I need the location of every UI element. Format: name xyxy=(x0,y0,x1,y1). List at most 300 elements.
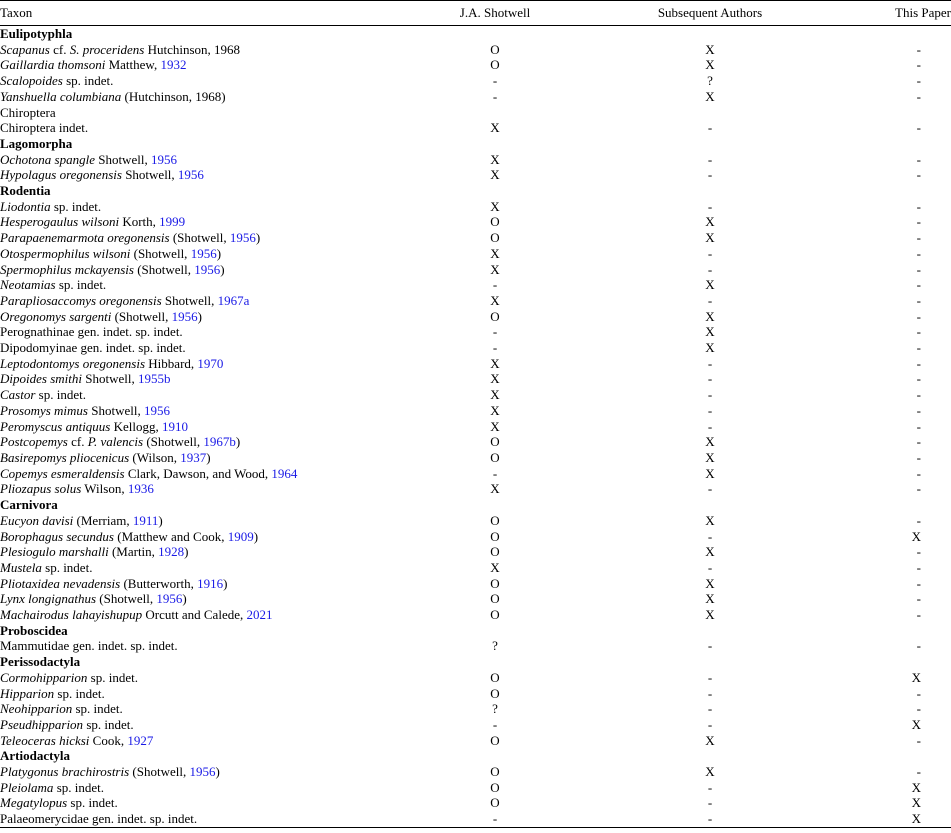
taxon-text: ) xyxy=(184,544,189,560)
taxon-cell xyxy=(0,57,430,73)
shotwell-cell: X xyxy=(490,120,500,136)
this-paper-cell: - xyxy=(916,559,921,575)
table-row xyxy=(0,686,951,702)
shotwell-cell xyxy=(430,497,560,513)
shotwell-cell xyxy=(430,105,560,121)
taxon-cell xyxy=(0,701,430,717)
citation-year-link[interactable]: 1956 xyxy=(229,230,256,246)
taxon-cell xyxy=(0,419,430,435)
taxon-text: (Matthew and Cook, xyxy=(114,528,228,544)
citation-year-link[interactable]: 1928 xyxy=(158,544,185,560)
shotwell-cell: ? xyxy=(492,638,498,654)
shotwell-cell: X xyxy=(490,418,500,434)
taxon-text: cf. xyxy=(49,41,70,57)
this-paper-cell: X xyxy=(911,669,921,685)
taxon-name-italic: Eucyon davisi xyxy=(0,512,74,528)
subsequent-authors-cell: - xyxy=(707,371,713,387)
taxon-name-italic: Gaillardia thomsoni xyxy=(0,57,106,73)
taxon-text: (Shotwell, xyxy=(111,308,172,324)
shotwell-cell: O xyxy=(490,512,500,528)
citation-year-link[interactable]: 1956 xyxy=(194,261,221,277)
subsequent-authors-cell: X xyxy=(705,88,715,104)
subsequent-authors-cell: X xyxy=(705,340,715,356)
order-group-row xyxy=(0,748,951,764)
taxon-text: (Shotwell, xyxy=(130,245,191,261)
shotwell-cell: O xyxy=(490,308,500,324)
subsequent-authors-cell: - xyxy=(707,795,713,811)
taxon-text: Perognathinae gen. indet. sp. indet. xyxy=(0,324,183,340)
taxon-name-italic: Platygonus brachirostris xyxy=(0,764,130,780)
subsequent-authors-cell: X xyxy=(705,607,715,623)
taxon-cell xyxy=(0,293,430,309)
taxon-cell xyxy=(0,686,430,702)
shotwell-cell: X xyxy=(490,387,500,403)
this-paper-cell: - xyxy=(916,449,921,465)
this-paper-cell: - xyxy=(916,198,921,214)
taxon-name-italic: Peromyscus antiquus xyxy=(0,418,111,434)
subsequent-authors-cell: X xyxy=(705,449,715,465)
taxon-cell xyxy=(0,591,430,607)
this-paper-cell: - xyxy=(916,481,921,497)
subsequent-authors-cell: X xyxy=(705,434,715,450)
this-paper-cell xyxy=(860,654,951,670)
this-paper-cell xyxy=(860,623,951,639)
this-paper-cell: - xyxy=(916,638,921,654)
shotwell-cell: - xyxy=(492,324,498,340)
taxon-text: ) xyxy=(206,449,211,465)
subsequent-authors-cell: - xyxy=(707,669,713,685)
subsequent-authors-cell xyxy=(560,26,860,42)
this-paper-cell: X xyxy=(911,716,921,732)
shotwell-cell: X xyxy=(490,245,500,261)
order-name: Perissodactyla xyxy=(0,654,81,670)
this-paper-cell: X xyxy=(911,811,921,827)
taxon-name-italic: Hipparion xyxy=(0,685,55,701)
subsequent-authors-cell: - xyxy=(707,245,713,261)
taxon-text: Shotwell, xyxy=(161,292,218,308)
shotwell-cell: O xyxy=(490,591,500,607)
order-group-row xyxy=(0,183,951,199)
header-shotwell: J.A. Shotwell xyxy=(459,5,531,21)
taxon-name-italic: Scalopoides xyxy=(0,73,63,89)
citation-year-link[interactable]: 1936 xyxy=(127,481,154,497)
citation-year-link[interactable]: 2021 xyxy=(246,607,273,623)
taxon-text: (Wilson, xyxy=(129,449,181,465)
taxon-name-italic: S. proceridens xyxy=(69,41,145,57)
taxon-cell xyxy=(0,466,430,482)
taxon-cell xyxy=(0,230,430,246)
taxon-name-italic: P. valencis xyxy=(87,434,144,450)
this-paper-cell: - xyxy=(916,355,921,371)
this-paper-cell: X xyxy=(911,779,921,795)
subsequent-authors-cell: X xyxy=(705,575,715,591)
shotwell-cell: O xyxy=(490,685,500,701)
this-paper-cell: - xyxy=(916,214,921,230)
shotwell-cell: - xyxy=(492,340,498,356)
taxon-name-italic: Megatylopus xyxy=(0,795,68,811)
taxon-cell xyxy=(0,513,430,529)
taxon-name-italic: Oregonomys sargenti xyxy=(0,308,112,324)
taxon-name-italic: Leptodontomys oregonensis xyxy=(0,355,146,371)
citation-year-link[interactable]: 1964 xyxy=(271,465,298,481)
subsequent-authors-cell: - xyxy=(707,387,713,403)
subsequent-authors-cell: X xyxy=(705,512,715,528)
subsequent-authors-cell xyxy=(560,183,860,199)
taxon-cell xyxy=(0,262,430,278)
shotwell-cell xyxy=(430,654,560,670)
this-paper-cell: - xyxy=(916,230,921,246)
table-row xyxy=(0,591,951,607)
taxon-cell xyxy=(0,356,430,372)
taxon-cell xyxy=(0,309,430,325)
shotwell-cell: O xyxy=(490,41,500,57)
order-group-row xyxy=(0,497,951,513)
table-row xyxy=(0,717,951,733)
subsequent-authors-cell: - xyxy=(707,559,713,575)
this-paper-cell: - xyxy=(916,732,921,748)
subsequent-authors-cell: X xyxy=(705,57,715,73)
table-row xyxy=(0,529,951,545)
taxon-text: sp. indet. xyxy=(87,669,138,685)
shotwell-cell: - xyxy=(492,811,498,827)
subsequent-authors-cell: X xyxy=(705,544,715,560)
shotwell-cell: - xyxy=(492,277,498,293)
taxon-name-italic: Copemys esmeraldensis xyxy=(0,465,125,481)
order-name: Proboscidea xyxy=(0,622,68,638)
taxon-cell xyxy=(0,607,430,623)
taxon-text: ) xyxy=(253,528,259,544)
shotwell-cell: - xyxy=(492,716,498,732)
this-paper-cell: - xyxy=(916,764,921,780)
shotwell-cell xyxy=(430,136,560,152)
this-paper-cell: - xyxy=(916,88,921,104)
taxon-name-italic: Scapanus xyxy=(0,41,50,57)
citation-year-link[interactable]: 1927 xyxy=(127,732,154,748)
shotwell-cell: O xyxy=(490,214,500,230)
taxon-text: ) xyxy=(197,308,202,324)
taxon-cell xyxy=(0,120,430,136)
this-paper-cell: - xyxy=(916,575,921,591)
order-name: Carnivora xyxy=(0,497,58,513)
taxon-name-italic: Hesperogaulus wilsoni xyxy=(0,214,120,230)
citation-year-link[interactable]: 1956 xyxy=(143,402,170,418)
taxon-name-italic: Pliozapus solus xyxy=(0,481,82,497)
table-row xyxy=(0,324,951,340)
table-row xyxy=(0,340,951,356)
table-row xyxy=(0,638,951,654)
subsequent-authors-cell: - xyxy=(707,151,713,167)
order-group-row xyxy=(0,136,951,152)
taxon-name-italic: Pseudhipparion xyxy=(0,716,84,732)
taxon-text: (Shotwell, xyxy=(143,434,204,450)
shotwell-cell xyxy=(430,748,560,764)
order-group-row xyxy=(0,623,951,639)
table-row xyxy=(0,544,951,560)
shotwell-cell: O xyxy=(490,732,500,748)
taxon-name-italic: Hypolagus oregonensis xyxy=(0,167,122,183)
shotwell-cell: O xyxy=(490,795,500,811)
this-paper-cell: - xyxy=(916,685,921,701)
taxon-text: ) xyxy=(182,591,187,607)
this-paper-cell: - xyxy=(916,402,921,418)
table-row xyxy=(0,214,951,230)
this-paper-cell: - xyxy=(916,371,921,387)
header-this-paper: This Paper xyxy=(895,5,951,21)
taxon-text: Korth, xyxy=(119,214,160,230)
taxon-name-italic: Liodontia xyxy=(0,198,51,214)
table-row xyxy=(0,277,951,293)
taxon-cell: Chiroptera xyxy=(0,104,56,120)
subsequent-authors-cell: X xyxy=(705,214,715,230)
taxon-name-italic: Yanshuella columbiana xyxy=(0,88,122,104)
taxon-cell xyxy=(0,450,430,466)
subsequent-authors-cell: - xyxy=(707,261,713,277)
citation-year-link[interactable]: 1967b xyxy=(203,434,236,450)
shotwell-cell: X xyxy=(490,261,500,277)
taxon-text: sp. indet. xyxy=(67,795,118,811)
taxon-text: Clark, Dawson, and Wood, xyxy=(124,465,272,481)
this-paper-cell xyxy=(860,183,951,199)
citation-year-link[interactable]: 1916 xyxy=(197,575,224,591)
subsequent-authors-cell: - xyxy=(707,701,713,717)
taxon-cell xyxy=(0,434,430,450)
shotwell-cell: O xyxy=(490,449,500,465)
this-paper-cell: X xyxy=(911,795,921,811)
table-row xyxy=(0,105,951,121)
table-row xyxy=(0,356,951,372)
shotwell-cell: ? xyxy=(492,701,498,717)
table-row xyxy=(0,780,951,796)
subsequent-authors-cell: - xyxy=(707,685,713,701)
shotwell-cell: O xyxy=(490,434,500,450)
taxon-cell xyxy=(0,73,430,89)
this-paper-cell: - xyxy=(916,607,921,623)
taxon-text: (Hutchinson, 1968) xyxy=(121,88,226,104)
taxon-cell xyxy=(0,764,430,780)
taxon-name-italic: Basirepomys pliocenicus xyxy=(0,449,130,465)
taxon-text: sp. indet. xyxy=(35,387,86,403)
table-row xyxy=(0,466,951,482)
this-paper-cell: - xyxy=(916,324,921,340)
this-paper-cell: X xyxy=(911,528,921,544)
shotwell-cell: X xyxy=(490,167,500,183)
taxon-name-italic: Borophagus secundus xyxy=(0,528,114,544)
taxon-text: Kellogg, xyxy=(110,418,163,434)
subsequent-authors-cell: X xyxy=(705,308,715,324)
citation-year-link[interactable]: 1937 xyxy=(180,449,207,465)
taxon-name-italic: Parapaenemarmota oregonensis xyxy=(0,230,170,246)
citation-year-link[interactable]: 1956 xyxy=(171,308,198,324)
table-row xyxy=(0,419,951,435)
citation-year-link[interactable]: 1956 xyxy=(189,764,216,780)
header-taxon: Taxon xyxy=(0,5,33,21)
table-row xyxy=(0,120,951,136)
shotwell-cell: X xyxy=(490,402,500,418)
shotwell-cell: X xyxy=(490,151,500,167)
taxon-text: Hutchinson, 1968 xyxy=(144,41,241,57)
citation-year-link[interactable]: 1956 xyxy=(190,245,217,261)
taxon-text: sp. indet. xyxy=(55,277,107,293)
shotwell-cell: X xyxy=(490,355,500,371)
citation-year-link[interactable]: 1932 xyxy=(160,57,187,73)
table-row xyxy=(0,733,951,749)
this-paper-cell: - xyxy=(916,245,921,261)
this-paper-cell: - xyxy=(916,73,921,89)
table-row xyxy=(0,513,951,529)
table-row xyxy=(0,230,951,246)
shotwell-cell: X xyxy=(490,292,500,308)
shotwell-cell: X xyxy=(490,559,500,575)
subsequent-authors-cell: - xyxy=(707,779,713,795)
shotwell-cell: O xyxy=(490,544,500,560)
taxon-text: (Merriam, xyxy=(73,512,133,528)
taxon-cell xyxy=(0,387,430,403)
taxon-cell xyxy=(0,717,430,733)
subsequent-authors-cell: - xyxy=(707,120,713,136)
shotwell-cell: O xyxy=(490,607,500,623)
taxon-cell xyxy=(0,167,430,183)
this-paper-cell: - xyxy=(916,151,921,167)
this-paper-cell xyxy=(860,105,951,121)
taxon-text: Dipodomyinae gen. indet. sp. indet. xyxy=(0,340,186,356)
taxon-cell xyxy=(0,638,430,654)
subsequent-authors-cell xyxy=(560,497,860,513)
taxon-cell xyxy=(0,277,430,293)
shotwell-cell xyxy=(430,623,560,639)
table-row xyxy=(0,42,951,58)
taxon-cell xyxy=(0,481,430,497)
taxon-name-italic: Dipoides smithi xyxy=(0,371,82,387)
shotwell-cell: O xyxy=(490,575,500,591)
taxon-text: sp. indet. xyxy=(72,701,123,717)
table-row xyxy=(0,481,951,497)
this-paper-cell: - xyxy=(916,277,921,293)
taxon-cell xyxy=(0,780,430,796)
taxon-text: (Shotwell, xyxy=(129,764,190,780)
subsequent-authors-cell xyxy=(560,105,860,121)
taxon-text: sp. indet. xyxy=(54,685,105,701)
taxon-cell xyxy=(0,42,430,58)
this-paper-cell: - xyxy=(916,434,921,450)
this-paper-cell: - xyxy=(916,41,921,57)
table-body xyxy=(0,26,951,828)
subsequent-authors-cell: - xyxy=(707,811,713,827)
taxon-text: ) xyxy=(215,764,220,780)
this-paper-cell xyxy=(860,497,951,513)
this-paper-cell xyxy=(860,26,951,42)
taxon-cell xyxy=(0,670,430,686)
taxon-name-italic: Pliotaxidea nevadensis xyxy=(0,575,121,591)
subsequent-authors-cell: - xyxy=(707,528,713,544)
taxon-text: (Shotwell, xyxy=(169,230,230,246)
order-group-row xyxy=(0,26,951,42)
citation-year-link[interactable]: 1956 xyxy=(177,167,204,183)
taxon-text: sp. indet. xyxy=(62,73,114,89)
citation-year-link[interactable]: 1955b xyxy=(137,371,171,387)
shotwell-cell: O xyxy=(490,528,500,544)
shotwell-cell xyxy=(430,183,560,199)
citation-year-link[interactable]: 1956 xyxy=(150,151,177,167)
table-row xyxy=(0,701,951,717)
taxon-cell xyxy=(0,246,430,262)
taxon-text: (Butterworth, xyxy=(120,575,198,591)
citation-year-link[interactable]: 1970 xyxy=(197,355,224,371)
this-paper-cell: - xyxy=(916,512,921,528)
taxon-text: Matthew, xyxy=(105,57,161,73)
taxon-name-italic: Neotamias xyxy=(0,277,56,293)
subsequent-authors-cell: - xyxy=(707,418,713,434)
taxon-text: ) xyxy=(158,512,163,528)
taxon-cell xyxy=(0,733,430,749)
citation-year-link[interactable]: 1911 xyxy=(132,512,159,528)
table-row xyxy=(0,811,951,827)
taxon-text: Palaeomerycidae gen. indet. sp. indet. xyxy=(0,811,198,827)
order-group-row xyxy=(0,654,951,670)
citation-year-link[interactable]: 1910 xyxy=(162,418,189,434)
taxon-text: Chiroptera indet. xyxy=(0,120,89,136)
shotwell-cell xyxy=(430,26,560,42)
taxon-name-italic: Spermophilus mckayensis xyxy=(0,261,134,277)
header-subsequent-authors: Subsequent Authors xyxy=(657,5,763,21)
subsequent-authors-cell: - xyxy=(707,716,713,732)
table-row xyxy=(0,152,951,168)
subsequent-authors-cell: X xyxy=(705,324,715,340)
taxon-text: ) xyxy=(235,434,241,450)
taxon-text: ) xyxy=(216,245,222,261)
taxon-cell xyxy=(0,403,430,419)
header-row xyxy=(0,1,951,26)
this-paper-cell: - xyxy=(916,261,921,277)
table-row xyxy=(0,670,951,686)
table-row xyxy=(0,309,951,325)
table-row xyxy=(0,199,951,215)
subsequent-authors-cell: - xyxy=(707,355,713,371)
taxon-cell xyxy=(0,529,430,545)
taxon-text: sp. indet. xyxy=(50,198,102,214)
subsequent-authors-cell: - xyxy=(707,481,713,497)
shotwell-cell: X xyxy=(490,481,500,497)
subsequent-authors-cell xyxy=(560,136,860,152)
taxon-cell xyxy=(0,371,430,387)
subsequent-authors-cell xyxy=(560,748,860,764)
taxon-text: Shotwell, xyxy=(88,402,144,418)
table-row xyxy=(0,434,951,450)
shotwell-cell: X xyxy=(490,371,500,387)
citation-year-link[interactable]: 1999 xyxy=(159,214,186,230)
citation-year-link[interactable]: 1967a xyxy=(217,292,250,308)
table-row xyxy=(0,764,951,780)
this-paper-cell: - xyxy=(916,591,921,607)
table-row xyxy=(0,167,951,183)
taxon-name-italic: Cormohipparion xyxy=(0,669,88,685)
this-paper-cell: - xyxy=(916,701,921,717)
taxon-name-italic: Otospermophilus wilsoni xyxy=(0,245,131,261)
table-row xyxy=(0,246,951,262)
citation-year-link[interactable]: 1956 xyxy=(156,591,183,607)
taxon-name-italic: Pleiolama xyxy=(0,779,54,795)
this-paper-cell: - xyxy=(916,418,921,434)
table-row xyxy=(0,371,951,387)
taxon-text: ) xyxy=(223,575,228,591)
subsequent-authors-cell xyxy=(560,654,860,670)
citation-year-link[interactable]: 1909 xyxy=(227,528,254,544)
table-row xyxy=(0,73,951,89)
table-row xyxy=(0,293,951,309)
table-row xyxy=(0,576,951,592)
this-paper-cell: - xyxy=(916,120,921,136)
taxon-cell xyxy=(0,560,430,576)
taxon-cell xyxy=(0,152,430,168)
